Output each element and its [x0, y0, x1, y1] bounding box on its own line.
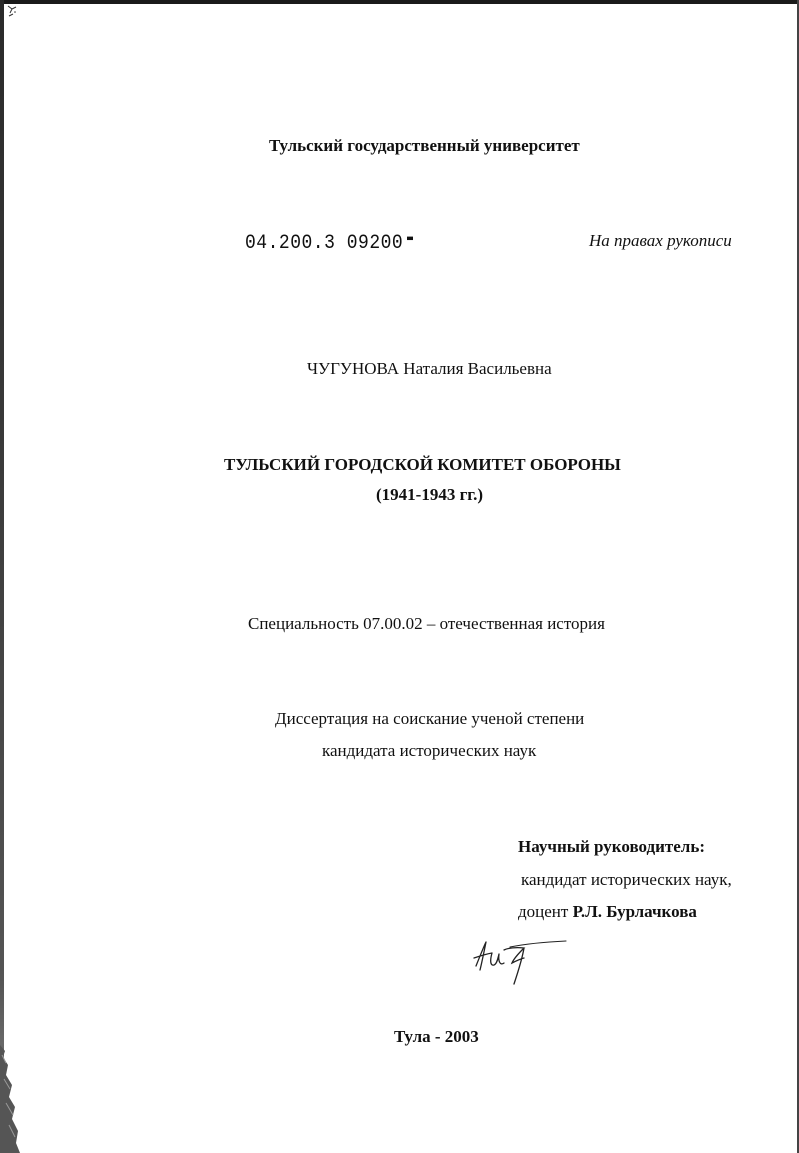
scan-left-border	[0, 0, 4, 1153]
scan-corner-mark-icon	[6, 4, 20, 20]
thesis-years: (1941-1943 гг.)	[376, 485, 484, 504]
supervisor-degree: кандидат исторических наук,	[521, 870, 732, 889]
author-name: ЧУГУНОВА Наталия Васильевна	[307, 359, 552, 378]
scan-top-border	[0, 0, 799, 4]
supervisor-heading: Научный руководитель:	[518, 837, 705, 856]
degree-line-1: Диссертация на соискание ученой степени	[275, 709, 585, 728]
university-name: Тульский государственный университет	[269, 136, 580, 155]
registration-number: 04.200.3 09200	[245, 232, 404, 255]
stamp-dash	[407, 237, 413, 240]
supervisor-line	[518, 902, 697, 922]
thesis-title: ТУЛЬСКИЙ ГОРОДСКОЙ КОМИТЕТ ОБОРОНЫ	[224, 455, 621, 474]
specialty-line: Специальность 07.00.02 – отечественная история	[248, 614, 605, 633]
degree-line-2: кандидата исторических наук	[322, 741, 537, 760]
manuscript-rights-note: На правах рукописи	[589, 231, 732, 250]
registration-number-stamp	[245, 232, 413, 255]
city-year: Тула - 2003	[394, 1027, 479, 1046]
handwritten-signature-icon	[470, 932, 570, 987]
scan-noise-decoration	[0, 1045, 22, 1153]
supervisor-position: доцент	[518, 902, 573, 921]
supervisor-name: Р.Л. Бурлачкова	[572, 902, 697, 921]
